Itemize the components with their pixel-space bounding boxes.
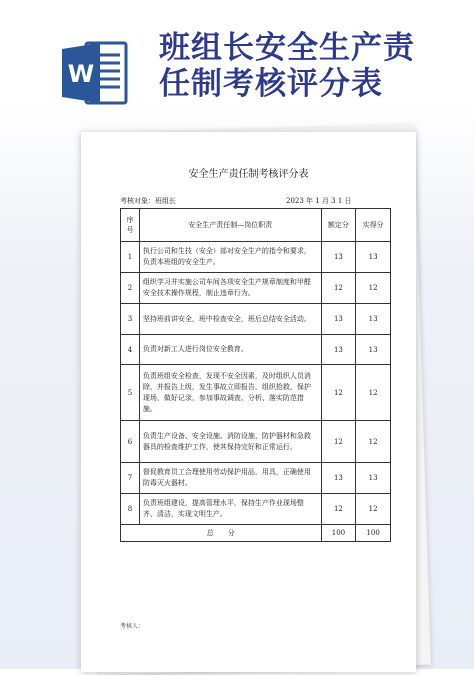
- row-duty: 负责对新工人进行岗位安全教育。: [139, 335, 321, 365]
- row-got: 13: [356, 463, 391, 494]
- row-duty: 执行公司和生技（安全）部对安全生产的指令和要求，负责本班组的安全生产。: [139, 242, 321, 273]
- header-duty: 安全生产责任制—岗位职责: [139, 209, 321, 242]
- row-duty: 负责生产设备、安全设施、消防设施、防护器材和急救器具的检查维护工作，使其保持完好和正常运行。: [139, 421, 321, 463]
- row-index: 6: [121, 421, 140, 463]
- word-icon: [62, 41, 128, 105]
- table-total-row: [121, 525, 391, 542]
- table-row: [121, 421, 391, 463]
- document-page: [81, 132, 416, 672]
- total-got: 100: [356, 525, 391, 542]
- banner-title-line2: 任制考核评分表: [159, 66, 383, 102]
- row-duty: 负责班组安全检查，发现不安全因素，及时组织人员消除，并报告上级，发生事故立即报告，组织抢救，保护现场，做好记录，参加事故调查、分析、落实防范措施。: [139, 365, 321, 421]
- header-got: 实得分: [356, 209, 391, 242]
- table-header-row: [121, 209, 391, 242]
- row-got: 13: [356, 242, 391, 273]
- banner-title: [159, 30, 459, 102]
- row-score: 13: [321, 335, 356, 365]
- reviewer-label: 考核人：: [120, 623, 145, 630]
- row-got: 13: [356, 335, 391, 365]
- table-row: [121, 494, 391, 525]
- subject-label: 考核对象：班组长: [120, 197, 176, 205]
- row-got: 12: [356, 494, 391, 525]
- table-row: [121, 273, 391, 304]
- row-index: 5: [121, 365, 140, 421]
- total-score: 100: [321, 525, 356, 542]
- row-duty: 负责班组建设，提高管理水平，保持生产作业现场整齐、清洁，实现文明生产。: [139, 494, 321, 525]
- row-score: 13: [321, 463, 356, 494]
- table-row: [121, 463, 391, 494]
- row-index: 3: [121, 304, 140, 335]
- header-score: 额定分: [321, 209, 356, 242]
- row-got: 12: [356, 365, 391, 421]
- row-index: 2: [121, 273, 140, 304]
- row-got: 12: [356, 421, 391, 463]
- row-index: 8: [121, 494, 140, 525]
- table-row: [121, 304, 391, 335]
- row-index: 1: [121, 242, 140, 273]
- row-score: 13: [321, 242, 356, 273]
- row-score: 13: [321, 304, 356, 335]
- row-duty: 督促教育员工合理使用劳动保护用品，用具，正确使用防毒灭火器材。: [139, 463, 321, 494]
- document-title: 安全生产责任制考核评分表: [188, 169, 309, 180]
- row-duty: 坚持班前讲安全，班中检查安全，班后总结安全活动。: [139, 304, 321, 335]
- row-got: 13: [356, 304, 391, 335]
- header-index: 序号: [121, 209, 140, 242]
- row-got: 12: [356, 273, 391, 304]
- banner-title-line1: 班组长安全生产责: [159, 30, 415, 66]
- row-score: 12: [321, 494, 356, 525]
- table-row: [121, 335, 391, 365]
- row-index: 7: [121, 463, 140, 494]
- row-duty: 组织学习并实施公司车间各项安全生产规章制度和甲醛安全技术操作规程，制止违章行为。: [139, 273, 321, 304]
- score-table: [120, 208, 391, 542]
- document-date: 2023 年 1 月 3 1 日: [286, 197, 352, 205]
- row-score: 12: [321, 421, 356, 463]
- total-label: 总 分: [121, 525, 322, 542]
- svg-text:W: W: [67, 60, 95, 88]
- row-score: 12: [321, 273, 356, 304]
- table-row: [121, 365, 391, 421]
- table-row: [121, 242, 391, 273]
- row-index: 4: [121, 335, 140, 365]
- row-score: 12: [321, 365, 356, 421]
